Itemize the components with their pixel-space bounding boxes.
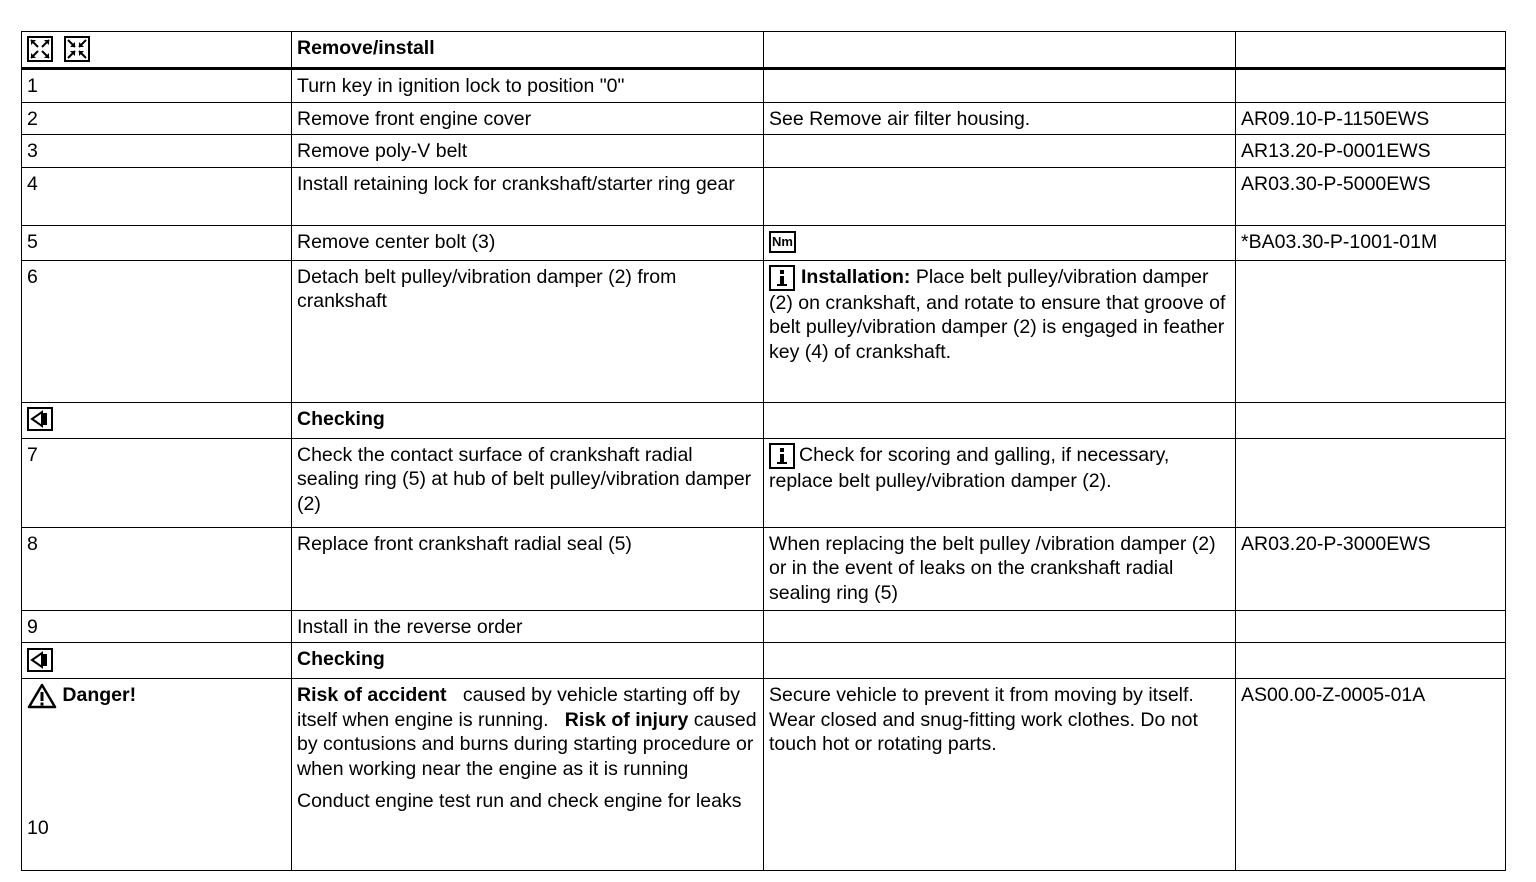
step-note (764, 438, 1236, 527)
step-row-3 (22, 135, 1506, 168)
step-row-7 (22, 438, 1506, 527)
step-number: 9 (22, 610, 292, 643)
danger-text (297, 683, 758, 781)
step-note (764, 167, 1236, 225)
step-action: Install in the reverse order (292, 610, 764, 643)
step-action (292, 679, 764, 871)
step-ref[interactable]: *BA03.30-P-1001-01M (1236, 225, 1506, 260)
risk-text: caused by contusions and burns during starting procedure or when working near the engine as it is running (297, 708, 757, 780)
procedure-table (21, 31, 1506, 871)
note-text: Check for scoring and galling, if necessary, replace belt pulley/vibration damper (2). (769, 443, 1170, 492)
checking-row-1 (22, 402, 1506, 438)
header-row (22, 32, 1506, 69)
step-action: Install retaining lock for crankshaft/starter ring gear (292, 167, 764, 225)
step-number: 3 (22, 135, 292, 168)
step-number: 8 (22, 527, 292, 610)
step-action: Turn key in ignition lock to position "0" (292, 69, 764, 103)
header-note-cell (764, 32, 1236, 69)
info-icon (769, 265, 795, 291)
install-icon (64, 36, 90, 62)
checking-icon-cell (22, 402, 292, 438)
checking-icon (27, 648, 53, 672)
step-ref (1236, 438, 1506, 527)
step-action: Remove center bolt (3) (292, 225, 764, 260)
step-action: Remove front engine cover (292, 102, 764, 135)
warning-icon (27, 683, 57, 709)
step-action: Detach belt pulley/vibration damper (2) from crankshaft (292, 260, 764, 402)
step-row-1 (22, 69, 1506, 103)
step-number: 6 (22, 260, 292, 402)
risk-text: caused by vehicle starting off by itself when engine is running. (297, 684, 740, 731)
note-text: Place belt pulley/vibration damper (2) on crankshaft, and rotate to ensure that groove of belt pulley/vibration damper (2) is engaged in feather key (4) of crankshaft. (769, 265, 1226, 363)
step-ref[interactable]: AR13.20-P-0001EWS (1236, 135, 1506, 168)
note-text: Wear closed and snug-fitting work clothes. Do not touch hot or rotating parts. (769, 708, 1198, 755)
step-note (764, 225, 1236, 260)
step-ref[interactable]: AR03.30-P-5000EWS (1236, 167, 1506, 225)
checking-ref-cell (1236, 402, 1506, 438)
step-ref (1236, 69, 1506, 103)
info-icon (769, 443, 795, 469)
risk-label: Risk of injury (564, 708, 689, 731)
note-text: Secure vehicle to prevent it from moving by itself. (769, 684, 1194, 706)
step-ref[interactable]: AR09.10-P-1150EWS (1236, 102, 1506, 135)
step-number: 4 (22, 167, 292, 225)
checking-note-cell (764, 643, 1236, 679)
step-note: When replacing the belt pulley /vibration damper (2) or in the event of leaks on the crankshaft radial sealing ring (5) (764, 527, 1236, 610)
checking-title: Checking (292, 402, 764, 438)
torque-icon[interactable]: Nm (769, 231, 796, 253)
checking-row-2 (22, 643, 1506, 679)
step-note (764, 679, 1236, 871)
checking-note-cell (764, 402, 1236, 438)
step-number: 5 (22, 225, 292, 260)
step-row-2 (22, 102, 1506, 135)
danger-label: Danger! (62, 684, 137, 707)
checking-icon (27, 407, 53, 431)
step-ref[interactable]: AS00.00-Z-0005-01A (1236, 679, 1506, 871)
danger-cell (22, 679, 292, 871)
step-number: 2 (22, 102, 292, 135)
checking-title: Checking (292, 643, 764, 679)
step-number: 7 (22, 438, 292, 527)
header-ref-cell (1236, 32, 1506, 69)
step-note: See Remove air filter housing. (764, 102, 1236, 135)
step-number: 1 (22, 69, 292, 103)
step-row-6 (22, 260, 1506, 402)
step-number: 10 (27, 817, 49, 839)
risk-label: Risk of accident (297, 684, 447, 706)
step-ref (1236, 260, 1506, 402)
step-note (764, 260, 1236, 402)
header-icons (22, 32, 292, 69)
step-row-5 (22, 225, 1506, 260)
step-ref (1236, 610, 1506, 643)
step-ref[interactable]: AR03.20-P-3000EWS (1236, 527, 1506, 610)
step-note (764, 69, 1236, 103)
step-action: Remove poly-V belt (292, 135, 764, 168)
step-action: Check the contact surface of crankshaft radial sealing ring (5) at hub of belt pulley/vibration damper (2) (292, 438, 764, 527)
step-row-9 (22, 610, 1506, 643)
note-label: Installation: (801, 265, 911, 288)
action-text: Conduct engine test run and check engine for leaks (297, 790, 742, 812)
step-note (764, 610, 1236, 643)
checking-ref-cell (1236, 643, 1506, 679)
checking-icon-cell (22, 643, 292, 679)
step-action: Replace front crankshaft radial seal (5) (292, 527, 764, 610)
step-row-10 (22, 679, 1506, 871)
step-row-8 (22, 527, 1506, 610)
remove-icon (27, 36, 53, 62)
header-title: Remove/install (292, 32, 764, 69)
step-note (764, 135, 1236, 168)
step-row-4 (22, 167, 1506, 225)
